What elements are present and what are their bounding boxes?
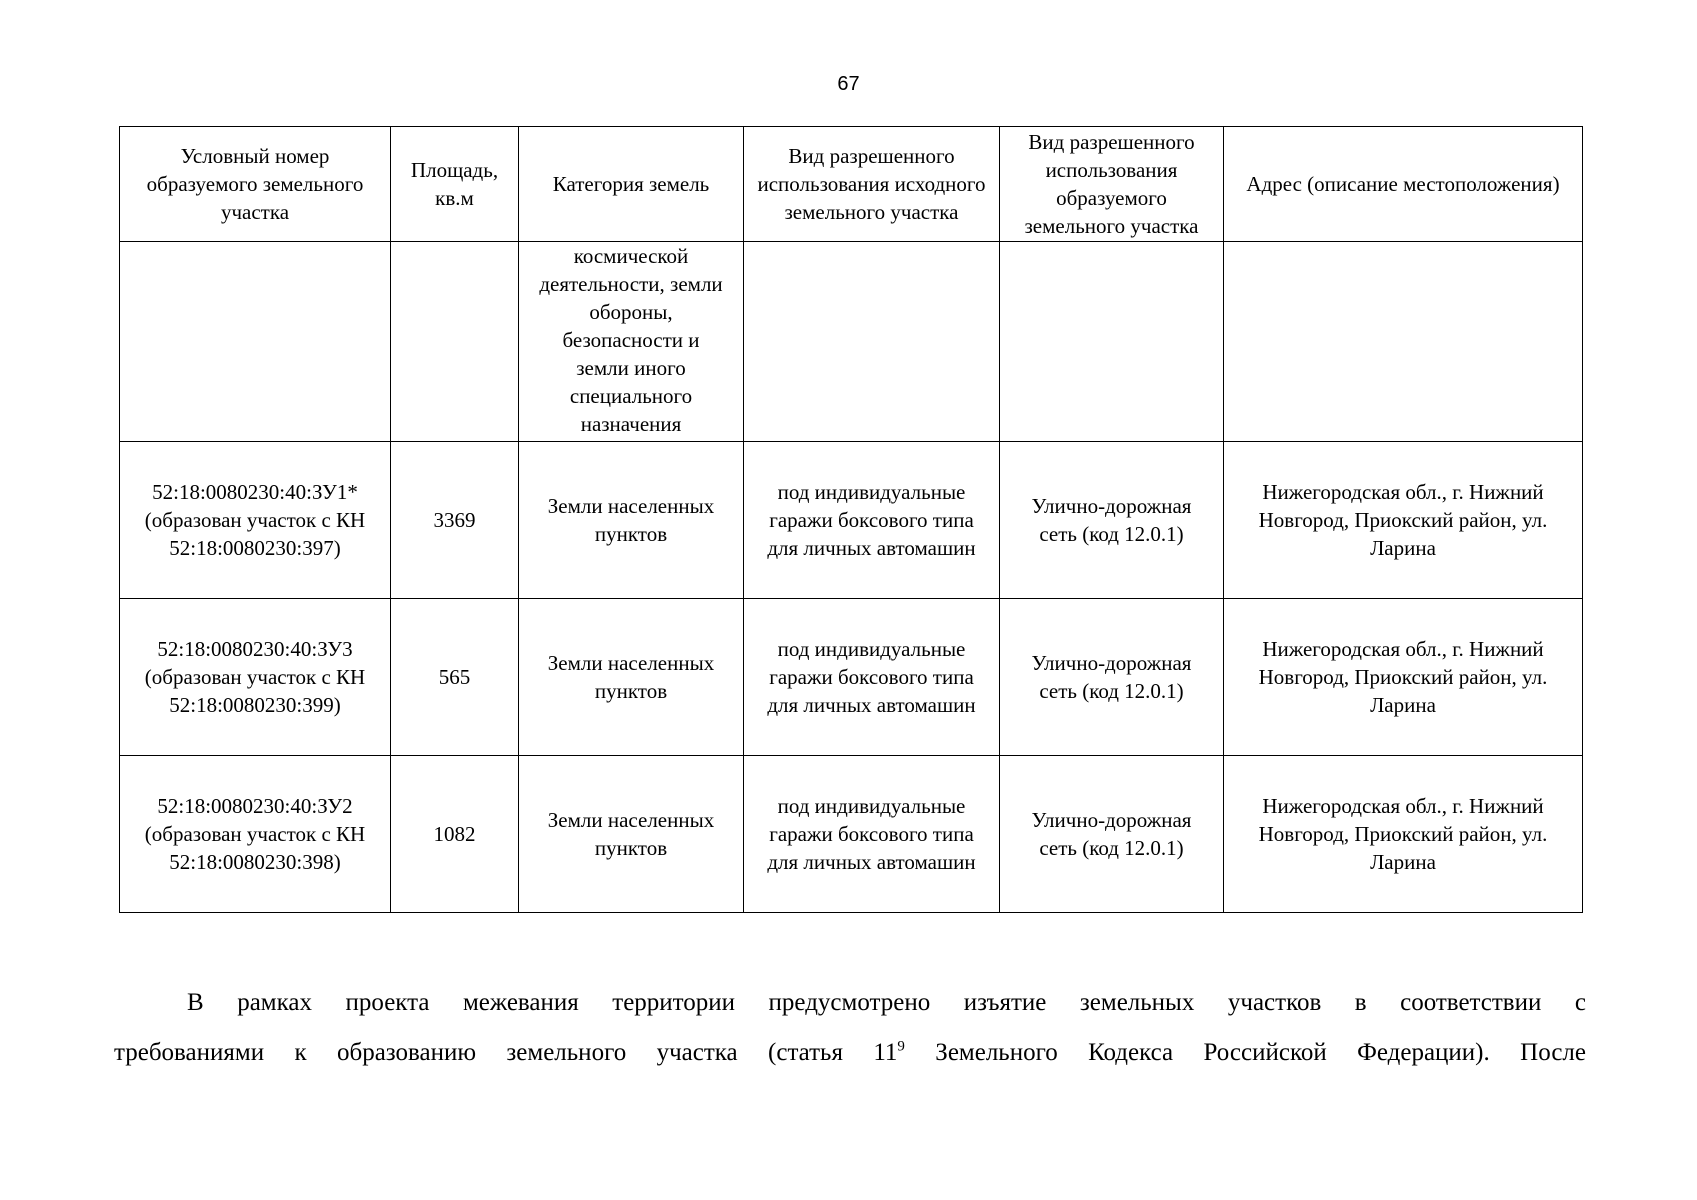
paragraph-line-2-start: требованиями к образованию земельного участка (статья 11: [114, 1039, 898, 1066]
table-cell-area: 3369: [391, 442, 519, 599]
land-plots-table: [119, 126, 1583, 913]
page-number: 67: [837, 73, 860, 95]
paragraph-line-2-end: Земельного Кодекса Российской Федерации). После: [904, 1039, 1586, 1066]
table-cell-new-use: Улично-дорожная сеть (код 12.0.1): [1000, 442, 1224, 599]
table-cell-address: Нижегородская обл., г. Нижний Новгород, Приокский район, ул. Ларина: [1224, 599, 1583, 756]
table-cell-empty: [391, 242, 519, 442]
body-paragraph: [114, 978, 1586, 1078]
table-cell-new-use: Улично-дорожная сеть (код 12.0.1): [1000, 756, 1224, 913]
table-cell-category: Земли населенных пунктов: [519, 442, 744, 599]
table-cell-empty: [744, 242, 1000, 442]
table-row: [120, 442, 1583, 599]
header-land-category: Категория земель: [519, 127, 744, 242]
table-cell-address: Нижегородская обл., г. Нижний Новгород, Приокский район, ул. Ларина: [1224, 756, 1583, 913]
table-cell-category: Земли населенных пунктов: [519, 599, 744, 756]
table-cell-new-use: Улично-дорожная сеть (код 12.0.1): [1000, 599, 1224, 756]
table-row: [120, 756, 1583, 913]
paragraph-line-1: В рамках проекта межевания территории предусмотрено изъятие земельных участков в соответствии с: [187, 989, 1586, 1016]
table-cell-area: 565: [391, 599, 519, 756]
table-cell-category: космической деятельности, земли обороны, безопасности и земли иного специального назначения: [519, 242, 744, 442]
header-area: Площадь, кв.м: [391, 127, 519, 242]
table-cell-source-use: под индивидуальные гаражи боксового типа для личных автомашин: [744, 442, 1000, 599]
table-row: [120, 599, 1583, 756]
table-cell-category: Земли населенных пунктов: [519, 756, 744, 913]
article-superscript: 9: [897, 1038, 905, 1055]
table-cell-source-use: под индивидуальные гаражи боксового типа для личных автомашин: [744, 756, 1000, 913]
table-cell-plot-number: 52:18:0080230:40:ЗУ2 (образован участок с КН 52:18:0080230:398): [120, 756, 391, 913]
table-cell-empty: [1000, 242, 1224, 442]
header-source-permitted-use: Вид разрешенного использования исходного земельного участка: [744, 127, 1000, 242]
table-cell-address: Нижегородская обл., г. Нижний Новгород, Приокский район, ул. Ларина: [1224, 442, 1583, 599]
table-cell-empty: [120, 242, 391, 442]
table-row-continuation: [120, 242, 1583, 442]
header-address: Адрес (описание местоположения): [1224, 127, 1583, 242]
table-cell-empty: [1224, 242, 1583, 442]
table-cell-source-use: под индивидуальные гаражи боксового типа для личных автомашин: [744, 599, 1000, 756]
header-new-permitted-use: Вид разрешенного использования образуемого земельного участка: [1000, 127, 1224, 242]
header-plot-number: Условный номер образуемого земельного участка: [120, 127, 391, 242]
paragraph-line-2: [114, 1028, 1586, 1078]
table-cell-area: 1082: [391, 756, 519, 913]
table-cell-plot-number: 52:18:0080230:40:ЗУ3 (образован участок с КН 52:18:0080230:399): [120, 599, 391, 756]
table-header-row: [120, 127, 1583, 242]
table-cell-plot-number: 52:18:0080230:40:ЗУ1* (образован участок с КН 52:18:0080230:397): [120, 442, 391, 599]
